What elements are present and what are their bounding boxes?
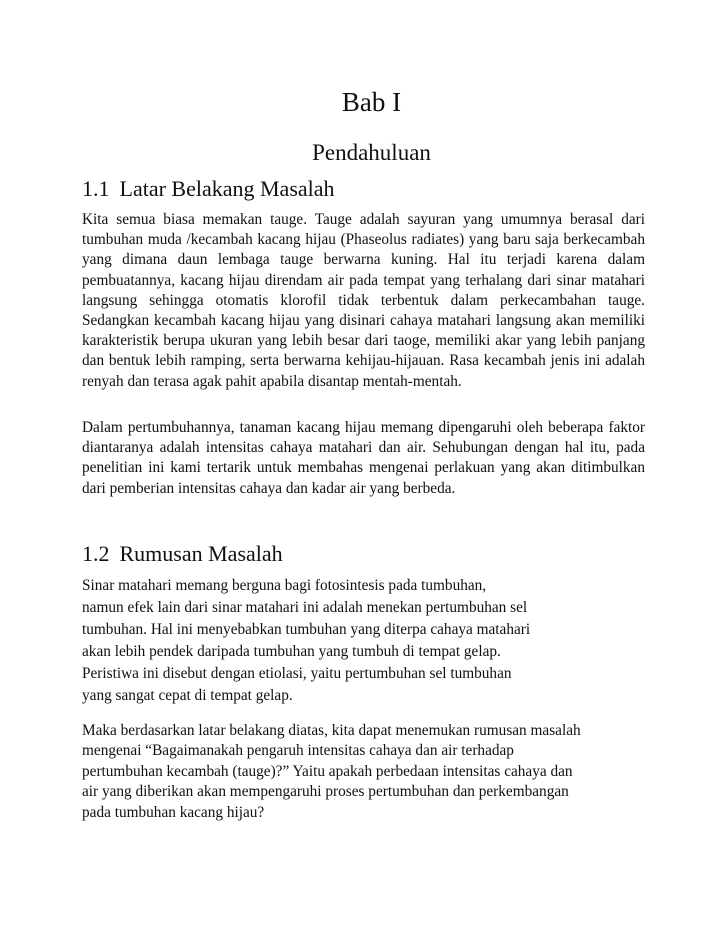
text-line: mengenai “Bagaimanakah pengaruh intensitas cahaya dan air terhadap [82, 742, 514, 760]
paragraph-latar-belakang-1: Kita semua biasa memakan tauge. Tauge adalah sayuran yang umumnya berasal dari tumbuhan muda /kecambah kacang hijau (Phaseolus radiates) yang baru saja berkecambah yang dimana daun lembaga tauge berwarna kuning. Hal itu terjadi karena dalam pembuatannya, kacang hijau direndam air pada tempat yang terhalang dari sinar matahari langsung sehingga otomatis klorofil tidak terbentuk dalam perkecambahan tauge. Sedangkan kecambah kacang hijau yang disinari cahaya matahari langsung akan memiliki karakteristik berupa ukuran yang lebih besar dari taoge, memiliki akar yang lebih panjang dan bentuk lebih ramping, serta berwarna kehijau-hijauan. Rasa kecambah jenis ini adalah renyah dan terasa agak pahit apabila disantap mentah-mentah. [82, 211, 645, 390]
text-line: akan lebih pendek daripada tumbuhan yang tumbuh di tempat gelap. [82, 643, 501, 660]
text-line: air yang diberikan akan mempengaruhi proses pertumbuhan dan perkembangan [82, 783, 569, 801]
paragraph-latar-belakang-2: Dalam pertumbuhannya, tanaman kacang hijau memang dipengaruhi oleh beberapa faktor diantaranya adalah intensitas cahaya matahari dan air. Sehubungan dengan hal itu, pada penelitian ini kami tertarik untuk membahas mengenai perlakuan yang akan ditimbulkan dari pemberian intensitas cahaya dan kadar air yang berbeda. [82, 419, 645, 497]
chapter-subtitle: Pendahuluan [312, 140, 431, 165]
text-line: Peristiwa ini disebut dengan etiolasi, yaitu pertumbuhan sel tumbuhan [82, 665, 512, 682]
section-number: 1.2 [82, 541, 110, 566]
text-line: pada tumbuhan kacang hijau? [82, 803, 265, 821]
paragraph-rumusan-masalah-1 [82, 575, 645, 707]
section-title: Latar Belakang Masalah [119, 176, 335, 201]
section-title: Rumusan Masalah [119, 541, 283, 566]
section-number: 1.1 [82, 176, 110, 201]
text-line: tumbuhan. Hal ini menyebabkan tumbuhan yang diterpa cahaya matahari [82, 621, 531, 638]
document-page [82, 0, 645, 943]
chapter-title: Bab I [341, 87, 402, 117]
text-line: namun efek lain dari sinar matahari ini adalah menekan pertumbuhan sel [82, 599, 528, 616]
section-heading-latar-belakang [82, 175, 335, 203]
text-line: Maka berdasarkan latar belakang diatas, kita dapat menemukan rumusan masalah [82, 722, 581, 739]
text-line: pertumbuhan kecambah (tauge)?” Yaitu apakah perbedaan intensitas cahaya dan [82, 762, 573, 780]
text-line: yang sangat cepat di tempat gelap. [82, 687, 293, 704]
section-heading-rumusan-masalah [82, 540, 283, 568]
text-line: Sinar matahari memang berguna bagi fotosintesis pada tumbuhan, [82, 577, 487, 594]
paragraph-rumusan-masalah-2 [82, 721, 645, 823]
